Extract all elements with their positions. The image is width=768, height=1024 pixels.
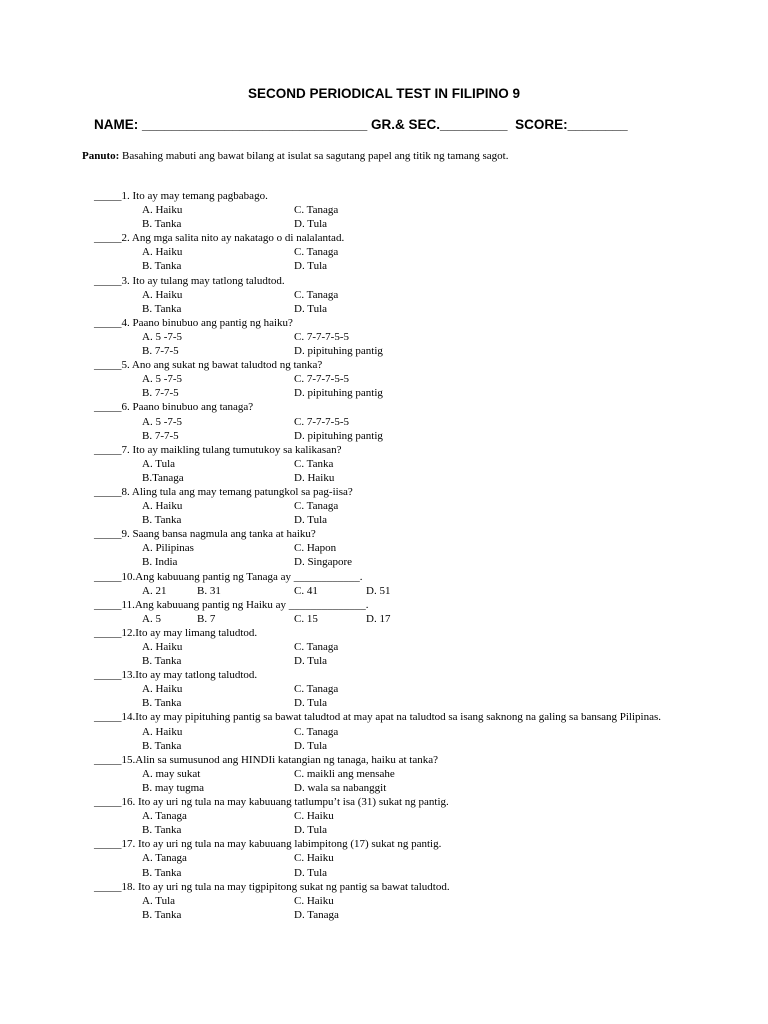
option: B. 7-7-5 [142, 345, 179, 358]
option-row [94, 302, 734, 316]
question-text: _____13.Ito ay may tatlong taludtod. [94, 669, 258, 682]
option-row [94, 259, 734, 273]
option: C. Tanaga [294, 725, 339, 738]
option: D. Tula [294, 302, 328, 315]
option: B. Tanka [142, 739, 182, 752]
option: C. 15 [294, 612, 318, 625]
option: A. 21 [142, 584, 167, 597]
question-text: _____11.Ang kabuuang pantig ng Haiku ay ______________. [94, 598, 369, 611]
option: C. 41 [294, 584, 318, 597]
option-row [94, 541, 734, 555]
option: C. Hapon [294, 542, 337, 555]
option-row [94, 866, 734, 880]
option: A. Haiku [142, 641, 183, 653]
option-row [94, 555, 734, 569]
page-title: SECOND PERIODICAL TEST IN FILIPINO 9 [247, 86, 521, 101]
option: B. 31 [197, 584, 221, 597]
option-row [94, 513, 734, 527]
option: B. Tanka [142, 302, 182, 315]
option: D. Tula [294, 824, 328, 837]
question-text: _____14.Ito ay may pipituhing pantig sa bawat taludtod at may apat na taludtod sa isang saknong na galing sa bansang Pilipinas. [94, 711, 662, 724]
option: B. 7 [197, 612, 216, 625]
option: D. Tula [294, 697, 328, 710]
option: C. Tanka [294, 457, 334, 470]
option: C. Tanaga [294, 204, 339, 217]
option: B. Tanka [142, 218, 182, 231]
option: D. Singapore [294, 556, 353, 569]
option: A. Tanaga [142, 852, 187, 865]
option: C. Haiku [294, 894, 334, 907]
question-text: _____5. Ano ang sukat ng bawat taludtod ng tanka? [94, 359, 323, 372]
option-row [94, 372, 734, 386]
instructions-label: Panuto: [82, 150, 120, 162]
option-row [94, 499, 734, 513]
option: D. Tula [294, 655, 328, 668]
question-text: _____2. Ang mga salita nito ay nakatago o di nalalantad. [94, 232, 345, 245]
question-text: _____7. Ito ay maikling tulang tumutukoy sa kalikasan? [94, 443, 342, 456]
instructions-text: Basahing mabuti ang bawat bilang at isulat sa sagutang papel ang titik ng tamang sagot. [119, 150, 509, 162]
option-row [94, 851, 734, 865]
option: A. 5 -7-5 [142, 415, 183, 428]
option: D. pipituhing pantig [294, 429, 383, 442]
question-text: _____9. Saang bansa nagmula ang tanka at haiku? [94, 528, 316, 541]
option: D. Tula [294, 260, 328, 273]
option: B. Tanka [142, 697, 182, 710]
option-row [94, 457, 734, 471]
option: D. Tula [294, 866, 328, 879]
option: A. Pilipinas [142, 542, 194, 555]
option: C. maikli ang mensahe [294, 767, 395, 780]
option: B. Tanka [142, 655, 182, 668]
option: D. Tanaga [294, 908, 339, 921]
question-text: _____15.Alin sa sumusunod ang HINDIi katangian ng tanaga, haiku at tanka? [94, 753, 438, 766]
question-text: _____6. Paano binubuo ang tanaga? [94, 401, 254, 414]
option: A. may sukat [142, 767, 201, 780]
question-text: _____16. Ito ay uri ng tula na may kabuuang tatlumpu’t isa (31) sukat ng pantig. [94, 796, 449, 809]
option: D. Tula [294, 514, 328, 527]
option: D. Haiku [294, 471, 335, 484]
option: B. Tanka [142, 866, 182, 879]
option: C. Tanaga [294, 288, 339, 301]
option-row [94, 584, 734, 598]
option: D. 17 [366, 612, 391, 625]
option-row [94, 203, 734, 217]
option: D. wala sa nabanggit [294, 781, 387, 794]
option: A. 5 -7-5 [142, 330, 183, 343]
student-info-line: NAME: ______________________________ GR.& SEC._________ SCORE:________ [94, 117, 628, 132]
instructions [82, 149, 532, 163]
option-row [94, 739, 734, 753]
option-row [94, 288, 734, 302]
option-row [94, 415, 734, 429]
option: B. India [142, 556, 178, 569]
option: A. Haiku [142, 288, 183, 301]
question-text: _____10.Ang kabuuang pantig ng Tanaga ay ____________. [94, 570, 363, 583]
option: C. Tanaga [294, 500, 339, 513]
option: A. Tula [142, 894, 176, 907]
option: D. 51 [366, 584, 391, 597]
option: D. pipituhing pantig [294, 345, 383, 358]
option: A. Haiku [142, 246, 183, 259]
option: B. 7-7-5 [142, 387, 179, 400]
question-text: _____1. Ito ay may temang pagbabago. [94, 190, 268, 202]
option: D. Tula [294, 739, 328, 752]
option: A. Tanaga [142, 810, 187, 823]
option: C. 7-7-7-5-5 [294, 373, 349, 386]
option-row [94, 245, 734, 259]
question-text: _____18. Ito ay uri ng tula na may tigpipitong sukat ng pantig sa bawat taludtod. [94, 880, 450, 893]
option-row [94, 612, 734, 626]
option-row [94, 908, 734, 922]
option-row [94, 217, 734, 231]
question-text: _____4. Paano binubuo ang pantig ng haiku? [94, 316, 293, 329]
question-text: _____8. Aling tula ang may temang patungkol sa pag-iisa? [94, 485, 353, 498]
option-row [94, 823, 734, 837]
option: A. 5 -7-5 [142, 373, 183, 386]
option: B. may tugma [142, 781, 205, 794]
option: C. 7-7-7-5-5 [294, 330, 349, 343]
question-text: _____17. Ito ay uri ng tula na may kabuuang labimpitong (17) sukat ng pantig. [94, 838, 442, 851]
option: A. 5 [142, 612, 161, 625]
option: A. Haiku [142, 204, 183, 217]
option: B. Tanka [142, 260, 182, 273]
option-row [94, 682, 734, 696]
question-text: _____12.Ito ay may limang taludtod. [94, 626, 258, 639]
option-row [94, 725, 734, 739]
option-row [94, 344, 734, 358]
option: A. Haiku [142, 500, 183, 513]
questions-list [94, 189, 734, 922]
option-row [94, 781, 734, 795]
option: C. Tanaga [294, 246, 339, 259]
option: B.Tanaga [142, 471, 184, 484]
option: B. Tanka [142, 908, 182, 921]
option: C. Haiku [294, 810, 334, 823]
option: C. Tanaga [294, 683, 339, 696]
option-row [94, 640, 734, 654]
option: D. pipituhing pantig [294, 387, 383, 400]
option: A. Haiku [142, 683, 183, 696]
option-row [94, 654, 734, 668]
option-row [94, 809, 734, 823]
option-row [94, 894, 734, 908]
option: A. Tula [142, 457, 176, 470]
option-row [94, 767, 734, 781]
option: A. Haiku [142, 725, 183, 738]
option: B. Tanka [142, 824, 182, 837]
question-text: _____3. Ito ay tulang may tatlong taludtod. [94, 274, 285, 287]
option-row [94, 386, 734, 400]
option: C. Tanaga [294, 641, 339, 653]
option: D. Tula [294, 218, 328, 231]
option: B. 7-7-5 [142, 429, 179, 442]
option-row [94, 429, 734, 443]
option: C. Haiku [294, 852, 334, 865]
option-row [94, 696, 734, 710]
option-row [94, 471, 734, 485]
option: B. Tanka [142, 514, 182, 527]
option: C. 7-7-7-5-5 [294, 415, 349, 428]
option-row [94, 330, 734, 344]
